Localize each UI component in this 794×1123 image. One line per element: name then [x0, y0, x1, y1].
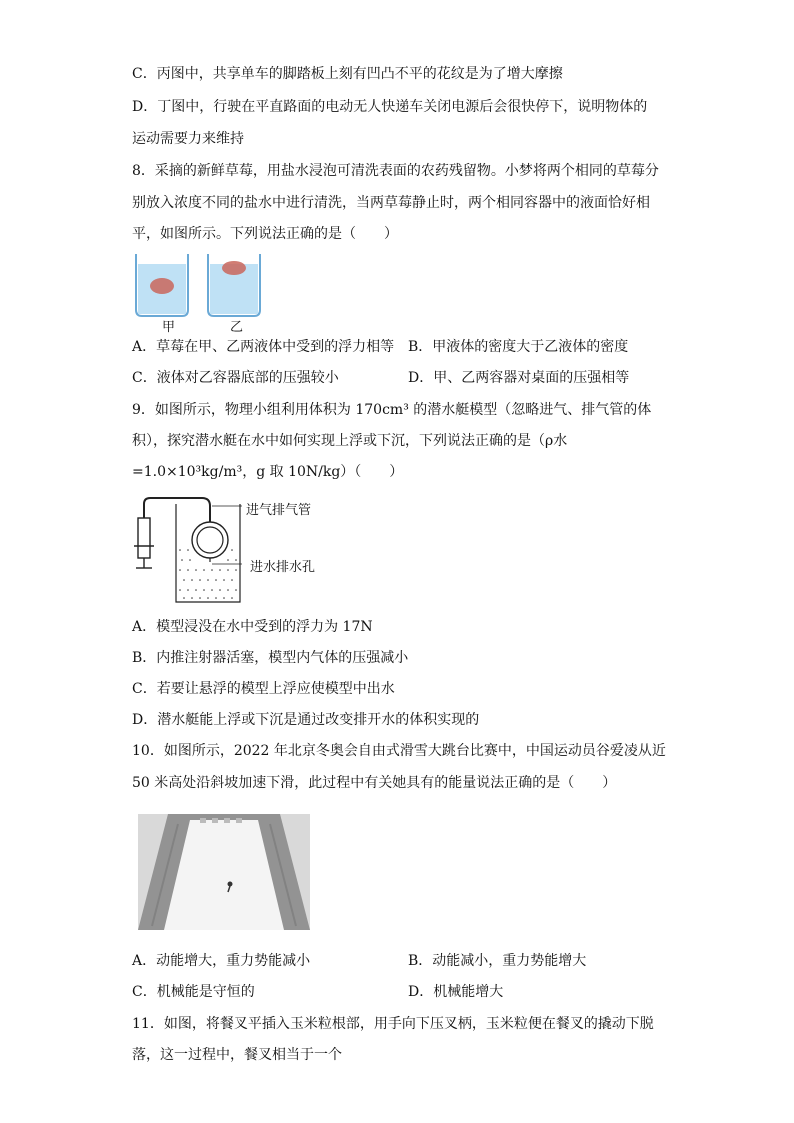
- q10-stem-line1: 10．如图所示，2022 年北京冬奥会自由式滑雪大跳台比赛中，中国运动员谷爱凌从近: [132, 743, 666, 759]
- q8-beakers-figure: [132, 250, 272, 334]
- q8-stem-line1: 8．采摘的新鲜草莓，用盐水浸泡可清洗表面的农药残留物。小梦将两个相同的草莓分: [132, 163, 659, 179]
- fig-label-jia: 甲: [162, 320, 176, 335]
- q8-stem-line3: 平，如图所示。下列说法正确的是（ ）: [132, 226, 398, 242]
- q9-option-a: A．模型浸没在水中受到的浮力为 17N: [132, 619, 373, 635]
- q11-stem-line1: 11．如图，将餐叉平插入玉米粒根部，用手向下压叉柄，玉米粒便在餐叉的撬动下脱: [132, 1016, 654, 1032]
- skier: [228, 882, 233, 887]
- q11-stem-line2: 落，这一过程中，餐叉相当于一个: [132, 1047, 342, 1063]
- q8-option-b: B．甲液体的密度大于乙液体的密度: [408, 339, 629, 355]
- fig-label-yi: 乙: [230, 320, 244, 335]
- label-pipe: 进气排气管: [246, 503, 312, 518]
- q10-option-d: D．机械能增大: [408, 984, 504, 1000]
- q9-option-b: B．内推注射器活塞，模型内气体的压强减小: [132, 650, 409, 666]
- q8-option-d: D．甲、乙两容器对桌面的压强相等: [408, 370, 630, 386]
- strawberry-yi: [222, 261, 246, 275]
- beaker-jia: [136, 254, 188, 316]
- label-hole: 进水排水孔: [250, 560, 316, 575]
- q9-option-c: C．若要让悬浮的模型上浮应使模型中出水: [132, 681, 395, 697]
- q9-option-d: D．潜水艇能上浮或下沉是通过改变排开水的体积实现的: [132, 712, 480, 728]
- q8-option-c: C．液体对乙容器底部的压强较小: [132, 370, 339, 386]
- q8-stem-line2: 别放入浓度不同的盐水中进行清洗，当两草莓静止时，两个相同容器中的液面恰好相: [132, 195, 650, 211]
- q9-stem-line3: =1.0×10³kg/m³，g 取 10N/kg）（ ）: [132, 464, 404, 480]
- q10-option-b: B．动能减小，重力势能增大: [408, 953, 587, 969]
- q10-option-c: C．机械能是守恒的: [132, 984, 255, 1000]
- q10-stem-line2: 50 米高处沿斜坡加速下滑，此过程中有关她具有的能量说法正确的是（ ）: [132, 775, 617, 791]
- strawberry-jia: [150, 278, 174, 294]
- syringe: [134, 518, 154, 568]
- q8-option-a: A．草莓在甲、乙两液体中受到的浮力相等: [132, 339, 395, 355]
- q9-submarine-figure: [132, 492, 252, 610]
- q9-stem-line2: 积），探究潜水艇在水中如何实现上浮或下沉，下列说法正确的是（ρ水: [132, 433, 568, 449]
- q7-option-d-line1: D．丁图中，行驶在平直路面的电动无人快递车关闭电源后会很快停下，说明物体的: [132, 99, 648, 115]
- q7-option-d-line2: 运动需要力来维持: [132, 131, 244, 147]
- q7-option-c: C．丙图中，共享单车的脚踏板上刻有凹凸不平的花纹是为了增大摩擦: [132, 66, 563, 82]
- q10-option-a: A．动能增大，重力势能减小: [132, 953, 311, 969]
- beaker-yi: [208, 254, 260, 316]
- ski-jump-photo: [138, 814, 310, 930]
- q9-stem-line1: 9．如图所示，物理小组利用体积为 170cm³ 的潜水艇模型（忽略进气、排气管的体: [132, 402, 652, 418]
